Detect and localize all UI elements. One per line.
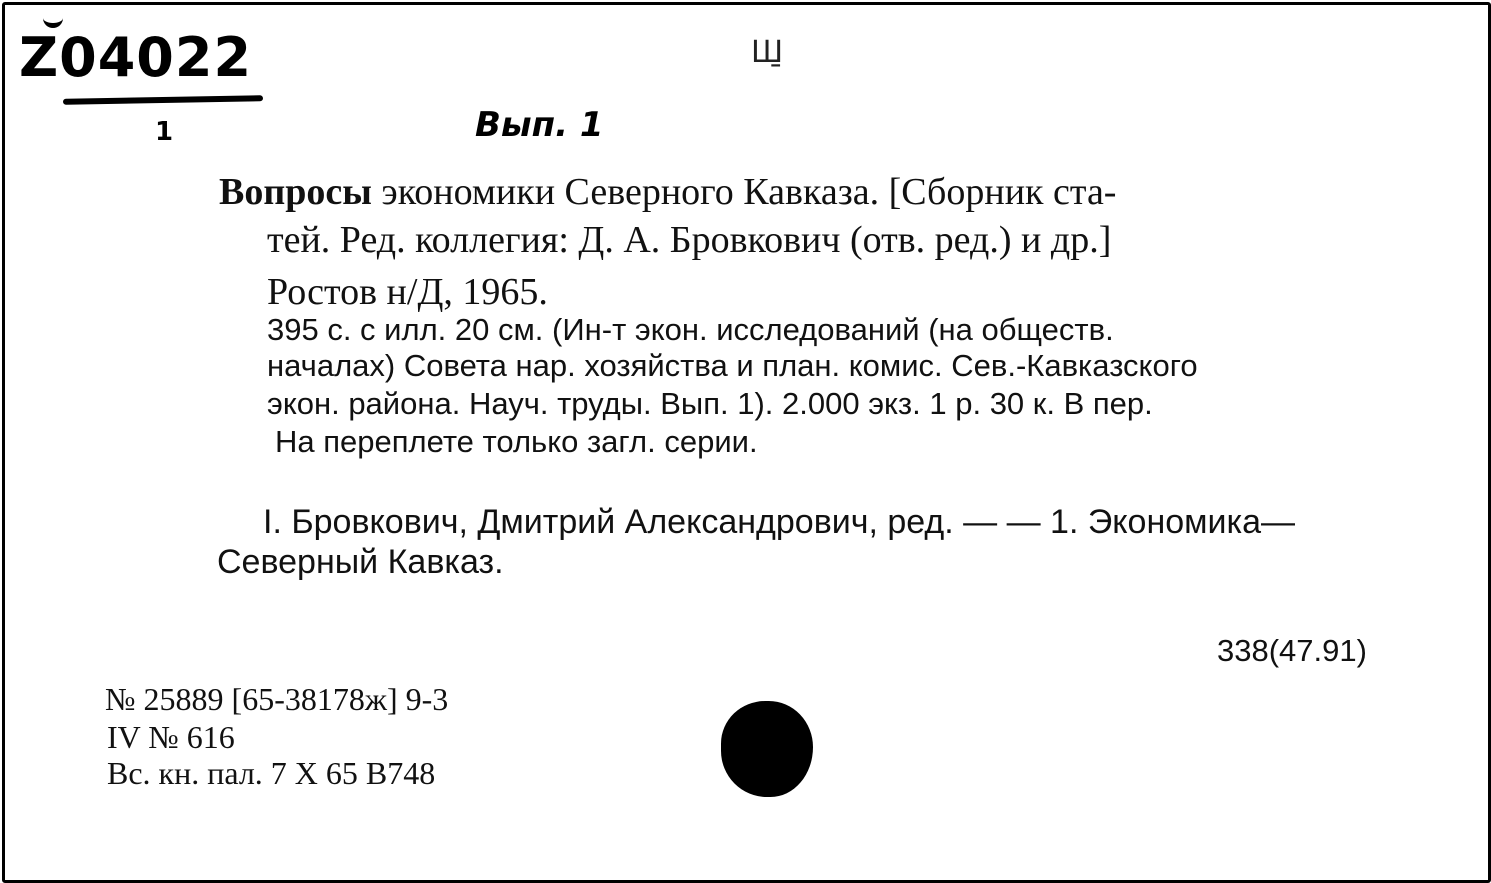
classification-number: 338(47.91) [1217,633,1367,668]
imprint: Ростов н/Д, 1965. [267,271,548,313]
title-line-1 [219,169,1116,215]
footer-line-3: Вс. кн. пал. 7 X 65 В748 [107,755,436,791]
catalog-card [2,2,1491,883]
description-line-4: На переплете только загл. серии. [275,424,758,459]
tracing-line-1: I. Бровкович, Дмитрий Александрович, ред. — — 1. Экономика— [263,503,1296,541]
title-line-2: тей. Ред. коллегия: Д. А. Бровкович (отв. ред.) и др.] [267,219,1112,261]
description-line-3: экон. района. Науч. труды. Вып. 1). 2.000 экз. 1 р. 30 к. В пер. [267,386,1153,421]
punch-hole [721,701,813,797]
handwritten-issue-mark: Вып. 1 [475,105,604,145]
description-line-1: 395 с. с илл. 20 см. (Ин-т экон. исследований (на обществ. [267,312,1114,347]
title-rest: экономики Северного Кавказа. [Сборник ста- [371,171,1117,213]
footer-line-2: IV № 616 [107,719,235,755]
footer-line-1: № 25889 [65-38178ж] 9-3 [105,681,449,717]
handwritten-copy-mark: 1 [155,117,174,147]
handwritten-underline [63,95,263,104]
tracing-line-2: Северный Кавказ. [217,543,504,581]
handwritten-call-number: Z04022 [19,31,252,85]
stamp-mark: Ш̱ [751,35,784,70]
description-line-2: началах) Совета нар. хозяйства и план. комис. Сев.-Кавказского [267,348,1198,383]
title-bold: Вопросы [219,171,372,213]
